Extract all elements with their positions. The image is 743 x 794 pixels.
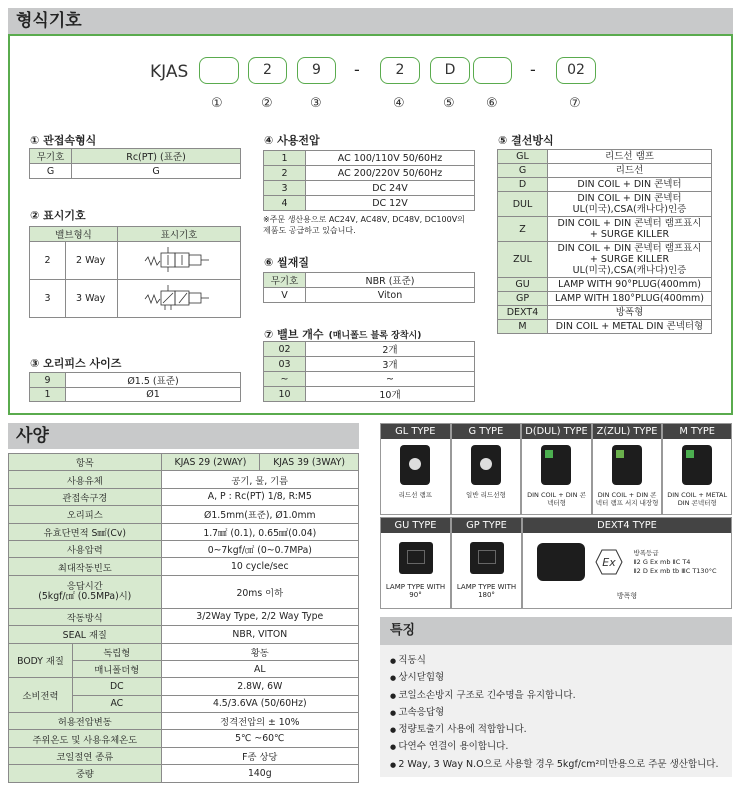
wiring-row — [498, 306, 712, 320]
section-title: 형식기호 — [16, 11, 82, 31]
wiring-title: ⑤ 결선방식 — [498, 134, 554, 147]
spec-value: AL — [161, 660, 358, 677]
bullet-icon: ● — [390, 674, 399, 683]
type-card — [451, 423, 522, 515]
spec-sublabel: 독립형 — [73, 643, 162, 660]
wiring-row — [498, 278, 712, 292]
coil-face — [480, 458, 492, 470]
wiring-desc-line: UL(미국),CSA(캐나다)인증 — [572, 204, 687, 215]
spec-value: A, P : Rc(PT) 1/8, R:M5 — [161, 488, 358, 505]
type-card — [521, 423, 592, 515]
coil-icon — [612, 445, 642, 485]
cell: 표시기호 — [118, 227, 241, 242]
wiring-code: GP — [498, 292, 548, 306]
section-header-spec — [8, 423, 359, 449]
spec-value: 4.5/3.6VA (50/60Hz) — [161, 695, 358, 712]
coil-image — [593, 439, 662, 491]
cell: 3개 — [306, 357, 475, 372]
model-prefix: KJAS — [150, 62, 189, 82]
svg-text:Ex: Ex — [602, 556, 617, 569]
wiring-desc-line: DIN COIL + METAL DIN 콘넥터형 — [555, 321, 704, 332]
cell: ~ — [264, 372, 306, 387]
wiring-row — [498, 150, 712, 164]
feature-item — [390, 721, 732, 738]
cell: 2개 — [306, 342, 475, 357]
bullet-icon: ● — [390, 708, 399, 717]
code-box-4: 2 — [380, 57, 420, 84]
position-number: ③ — [310, 96, 322, 111]
code-box-2: 2 — [248, 57, 287, 84]
voltage-title: ④ 사용전압 — [264, 134, 320, 147]
coil-icon — [541, 445, 571, 485]
dash: - — [354, 60, 360, 79]
wiring-desc — [548, 320, 712, 334]
type-caption: 리드선 램프 — [398, 491, 433, 499]
code-box-5: D — [430, 57, 470, 84]
indicator — [616, 450, 624, 458]
feature-item — [390, 652, 732, 669]
spec-label: BODY 재질 — [9, 643, 73, 678]
position-number: ① — [211, 96, 223, 111]
feature-text: 2 Way, 3 Way N.O으로 사용할 경우 5kgf/cm²미만용으로 주문 생산합니다. — [398, 758, 719, 770]
code-box-3: 9 — [297, 57, 336, 84]
coil-image — [663, 439, 731, 491]
position-number: ② — [261, 96, 273, 111]
spec-label: 중량 — [9, 765, 162, 782]
bullet-icon: ● — [390, 726, 399, 735]
connection-title: ① 관접속형식 — [30, 134, 97, 147]
bullet-icon: ● — [390, 760, 399, 769]
type-caption: DIN COIL + METAL DIN 콘넥터형 — [667, 491, 728, 507]
spec-label: 오리피스 — [9, 506, 162, 523]
feature-item — [390, 669, 732, 686]
connection-table — [29, 148, 241, 179]
feature-text: 상시닫힘형 — [398, 672, 445, 684]
cell: 2 — [264, 166, 306, 181]
spec-value: 2.8W, 6W — [161, 678, 358, 695]
wiring-desc — [548, 306, 712, 320]
coil-image — [452, 439, 521, 491]
cell: G — [72, 164, 241, 179]
spec-label: 관접속구경 — [9, 488, 162, 505]
feature-text: 코일소손방지 구조로 긴수명을 유지합니다. — [398, 689, 576, 701]
wiring-desc — [548, 150, 712, 164]
spec-label: 사용유체 — [9, 471, 162, 488]
type-card-gu — [380, 517, 451, 609]
wiring-desc-line: UL(미국),CSA(캐나다)인증 — [572, 265, 687, 276]
indicator — [545, 450, 553, 458]
type-card — [380, 423, 451, 515]
spec-label: SEAL 재질 — [9, 626, 162, 643]
bullet-icon: ● — [390, 657, 399, 665]
valve-count-table — [263, 341, 475, 402]
wiring-row — [498, 164, 712, 178]
spec-label: 유효단면적 S㎟(Cv) — [9, 523, 162, 540]
type-card — [592, 423, 663, 515]
line: 응답시간 — [66, 580, 103, 592]
wiring-desc-line: LAMP WITH 90°PLUG(400mm) — [558, 279, 701, 290]
wiring-desc — [548, 164, 712, 178]
spec-value: 1.7㎟ (0.1), 0.65㎟(0.04) — [161, 523, 358, 540]
cell: Viton — [306, 288, 475, 303]
position-number: ⑥ — [486, 96, 498, 111]
cell: 1 — [264, 151, 306, 166]
section-title: 사양 — [16, 426, 49, 446]
coil-icon — [400, 445, 430, 485]
wiring-row — [498, 178, 712, 192]
valve-3way-icon — [139, 281, 219, 313]
spec-value: 20ms 이하 — [161, 575, 358, 608]
valve-2way-icon — [139, 243, 219, 275]
valve-symbol-3way — [118, 280, 241, 318]
cell: DC 24V — [306, 181, 475, 196]
position-number: ⑦ — [569, 96, 581, 111]
ex-line: Ⅱ2 D Ex mb tb ⅢC T130°C — [633, 566, 717, 575]
position-number: ⑤ — [443, 96, 455, 111]
valve-symbol-2way — [118, 242, 241, 280]
ex-hexagon-icon — [595, 549, 623, 575]
coil-image — [381, 439, 450, 491]
type-name: D(DUL) TYPE — [522, 424, 591, 439]
type-caption: DIN COIL + DIN 콘넥터형 — [527, 491, 586, 507]
spec-label: 사용압력 — [9, 540, 162, 557]
wiring-desc-line: + SURGE KILLER — [589, 254, 670, 265]
spec-value: 정격전압의 ± 10% — [161, 713, 358, 730]
wiring-row — [498, 192, 712, 217]
spec-header: 항목 — [9, 454, 162, 471]
type-card — [662, 423, 732, 515]
cell: ~ — [306, 372, 475, 387]
cell: 10개 — [306, 387, 475, 402]
coil-image — [381, 533, 450, 583]
wiring-desc-line: DIN COIL + DIN 콘넥터 — [577, 193, 682, 204]
code-box-6 — [473, 57, 512, 84]
spec-sublabel: AC — [73, 695, 162, 712]
seal-title: ⑥ 씰재질 — [264, 256, 310, 269]
indicator — [686, 450, 694, 458]
wiring-code: GU — [498, 278, 548, 292]
wiring-code: Z — [498, 217, 548, 242]
type-name: GU TYPE — [381, 518, 450, 533]
spec-sublabel: 매니폴더형 — [73, 660, 162, 677]
wiring-row — [498, 217, 712, 242]
wiring-code: G — [498, 164, 548, 178]
seal-table — [263, 272, 475, 303]
wiring-desc-line: 리드선 — [615, 165, 644, 176]
spec-table — [8, 453, 359, 783]
features-panel — [380, 617, 732, 777]
wiring-desc-line: DIN COIL + DIN 콘넥터 램프표시 — [557, 218, 702, 229]
spec-value: 황동 — [161, 643, 358, 660]
cell: DC 12V — [306, 196, 475, 211]
cell: 2 Way — [66, 242, 118, 280]
ex-rating — [633, 549, 716, 576]
cell: 3 — [264, 181, 306, 196]
wiring-desc — [548, 178, 712, 192]
wiring-desc — [548, 192, 712, 217]
spec-label: 주위온도 및 사용유체온도 — [9, 730, 162, 747]
wiring-row — [498, 292, 712, 306]
wiring-desc-line: LAMP WITH 180°PLUG(400mm) — [555, 293, 704, 304]
type-name: GP TYPE — [452, 518, 521, 533]
wiring-code: M — [498, 320, 548, 334]
type-row-1 — [380, 423, 732, 515]
spec-label: 소비전력 — [9, 678, 73, 713]
spec-value: 3/2Way Type, 2/2 Way Type — [161, 608, 358, 625]
coil-icon — [399, 542, 433, 574]
spec-value: 0~7kgf/㎠ (0~0.7MPa) — [161, 540, 358, 557]
wiring-code: DUL — [498, 192, 548, 217]
type-caption: LAMP TYPE WITH 180° — [456, 583, 517, 599]
coil-face — [409, 458, 421, 470]
coil-icon — [537, 543, 585, 581]
cell: 4 — [264, 196, 306, 211]
spec-header: KJAS 29 (2WAY) — [161, 454, 260, 471]
feature-item — [390, 704, 732, 721]
type-name: GL TYPE — [381, 424, 450, 439]
wiring-desc-line: 방폭형 — [615, 307, 644, 318]
wiring-desc-line: 리드선 램프 — [605, 151, 654, 162]
cell: AC 100/110V 50/60Hz — [306, 151, 475, 166]
dash: - — [530, 60, 536, 79]
orifice-title: ③ 오리피스 사이즈 — [30, 357, 122, 370]
type-name: M TYPE — [663, 424, 731, 439]
cell: AC 200/220V 50/60Hz — [306, 166, 475, 181]
type-caption: LAMP TYPE WITH 90° — [385, 583, 446, 599]
valve-count-title — [264, 323, 421, 342]
cell: 9 — [30, 373, 66, 388]
voltage-note — [263, 214, 465, 236]
wiring-row — [498, 242, 712, 278]
cell: Rc(PT) (표준) — [72, 149, 241, 164]
feature-text: 정량토출기 사용에 적합합니다. — [398, 724, 527, 736]
spec-label: 허용전압변동 — [9, 713, 162, 730]
feature-text: 직동식 — [398, 655, 426, 666]
spec-value: 140g — [161, 765, 358, 782]
type-caption: 방폭형 — [616, 592, 638, 600]
wiring-desc — [548, 292, 712, 306]
note-line: ※주문 생산용으로 AC24V, AC48V, DC48V, DC100V의 — [263, 215, 465, 224]
spec-label: 작동방식 — [9, 608, 162, 625]
cell: 02 — [264, 342, 306, 357]
cell: Ø1 — [66, 388, 241, 402]
coil-icon — [470, 542, 504, 574]
type-name: Z(ZUL) TYPE — [593, 424, 662, 439]
coil-image — [522, 439, 591, 491]
type-name: DEXT4 TYPE — [523, 518, 731, 533]
wiring-row — [498, 320, 712, 334]
feature-text: 고속응답형 — [398, 706, 445, 718]
wiring-table — [497, 149, 712, 334]
features-header: 특징 — [380, 617, 732, 645]
section-header-model — [8, 8, 733, 34]
spec-value: NBR, VITON — [161, 626, 358, 643]
ex-line: Ⅱ2 G Ex mb ⅡC T4 — [633, 557, 691, 566]
cell: 무기호 — [30, 149, 72, 164]
code-box-1 — [199, 57, 239, 84]
title-sub: (매니폴드 블록 장착시) — [328, 331, 422, 341]
cell: 3 — [30, 280, 66, 318]
dext4-image — [523, 533, 731, 591]
wiring-code: ZUL — [498, 242, 548, 278]
orifice-table — [29, 372, 241, 402]
cell: 1 — [30, 388, 66, 402]
cell: NBR (표준) — [306, 273, 475, 288]
cell: 밸브형식 — [30, 227, 118, 242]
line: (5kgf/㎠ (0.5MPa)시) — [38, 590, 132, 602]
spec-label: 코일절연 종류 — [9, 747, 162, 764]
feature-item — [390, 756, 732, 773]
wiring-code: GL — [498, 150, 548, 164]
feature-text: 다연수 연결이 용이합니다. — [398, 741, 509, 753]
cell: V — [264, 288, 306, 303]
code-box-7: 02 — [556, 57, 596, 84]
cell: 10 — [264, 387, 306, 402]
ex-line: 방폭등급 — [633, 548, 659, 557]
spec-value: 5℃ ~60℃ — [161, 730, 358, 747]
wiring-desc — [548, 217, 712, 242]
spec-header: KJAS 39 (3WAY) — [260, 454, 359, 471]
bullet-icon: ● — [390, 743, 399, 752]
spec-sublabel: DC — [73, 678, 162, 695]
spec-value: Ø1.5mm(표준), Ø1.0mm — [161, 506, 358, 523]
cell: G — [30, 164, 72, 179]
feature-item — [390, 687, 732, 704]
symbol-table — [29, 226, 241, 318]
cell: 3 Way — [66, 280, 118, 318]
spec-value: 공기, 물, 기름 — [161, 471, 358, 488]
type-row-2 — [380, 517, 732, 609]
type-name: G TYPE — [452, 424, 521, 439]
type-card-dext4 — [522, 517, 732, 609]
symbol-title: ② 표시기호 — [30, 209, 86, 222]
note-line: 제품도 공급하고 있습니다. — [263, 226, 356, 235]
wiring-desc-line: + SURGE KILLER — [589, 229, 670, 240]
cell: Ø1.5 (표준) — [66, 373, 241, 388]
type-caption: DIN COIL + DIN 콘넥터 램프 서지 내장형 — [595, 491, 659, 507]
cell: 무기호 — [264, 273, 306, 288]
position-number: ④ — [393, 96, 405, 111]
bullet-icon: ● — [390, 691, 399, 700]
spec-value: 10 cycle/sec — [161, 558, 358, 575]
wiring-desc — [548, 242, 712, 278]
wiring-desc-line: DIN COIL + DIN 콘넥터 램프표시 — [557, 243, 702, 254]
coil-icon — [471, 445, 501, 485]
spec-value: F종 상당 — [161, 747, 358, 764]
feature-item — [390, 738, 732, 755]
title-main: ⑦ 밸브 개수 — [264, 328, 324, 341]
type-caption: 일반 리드선형 — [466, 491, 506, 499]
wiring-desc-line: DIN COIL + DIN 콘넥터 — [577, 179, 682, 190]
cell: 03 — [264, 357, 306, 372]
spec-label: 최대작동빈도 — [9, 558, 162, 575]
wiring-desc — [548, 278, 712, 292]
spec-label-multiline — [9, 575, 162, 608]
coil-image — [452, 533, 521, 583]
cell: 2 — [30, 242, 66, 280]
coil-icon — [682, 445, 712, 485]
wiring-code: DEXT4 — [498, 306, 548, 320]
type-card-gp — [451, 517, 522, 609]
features-list — [380, 645, 732, 773]
voltage-table — [263, 150, 475, 211]
wiring-code: D — [498, 178, 548, 192]
